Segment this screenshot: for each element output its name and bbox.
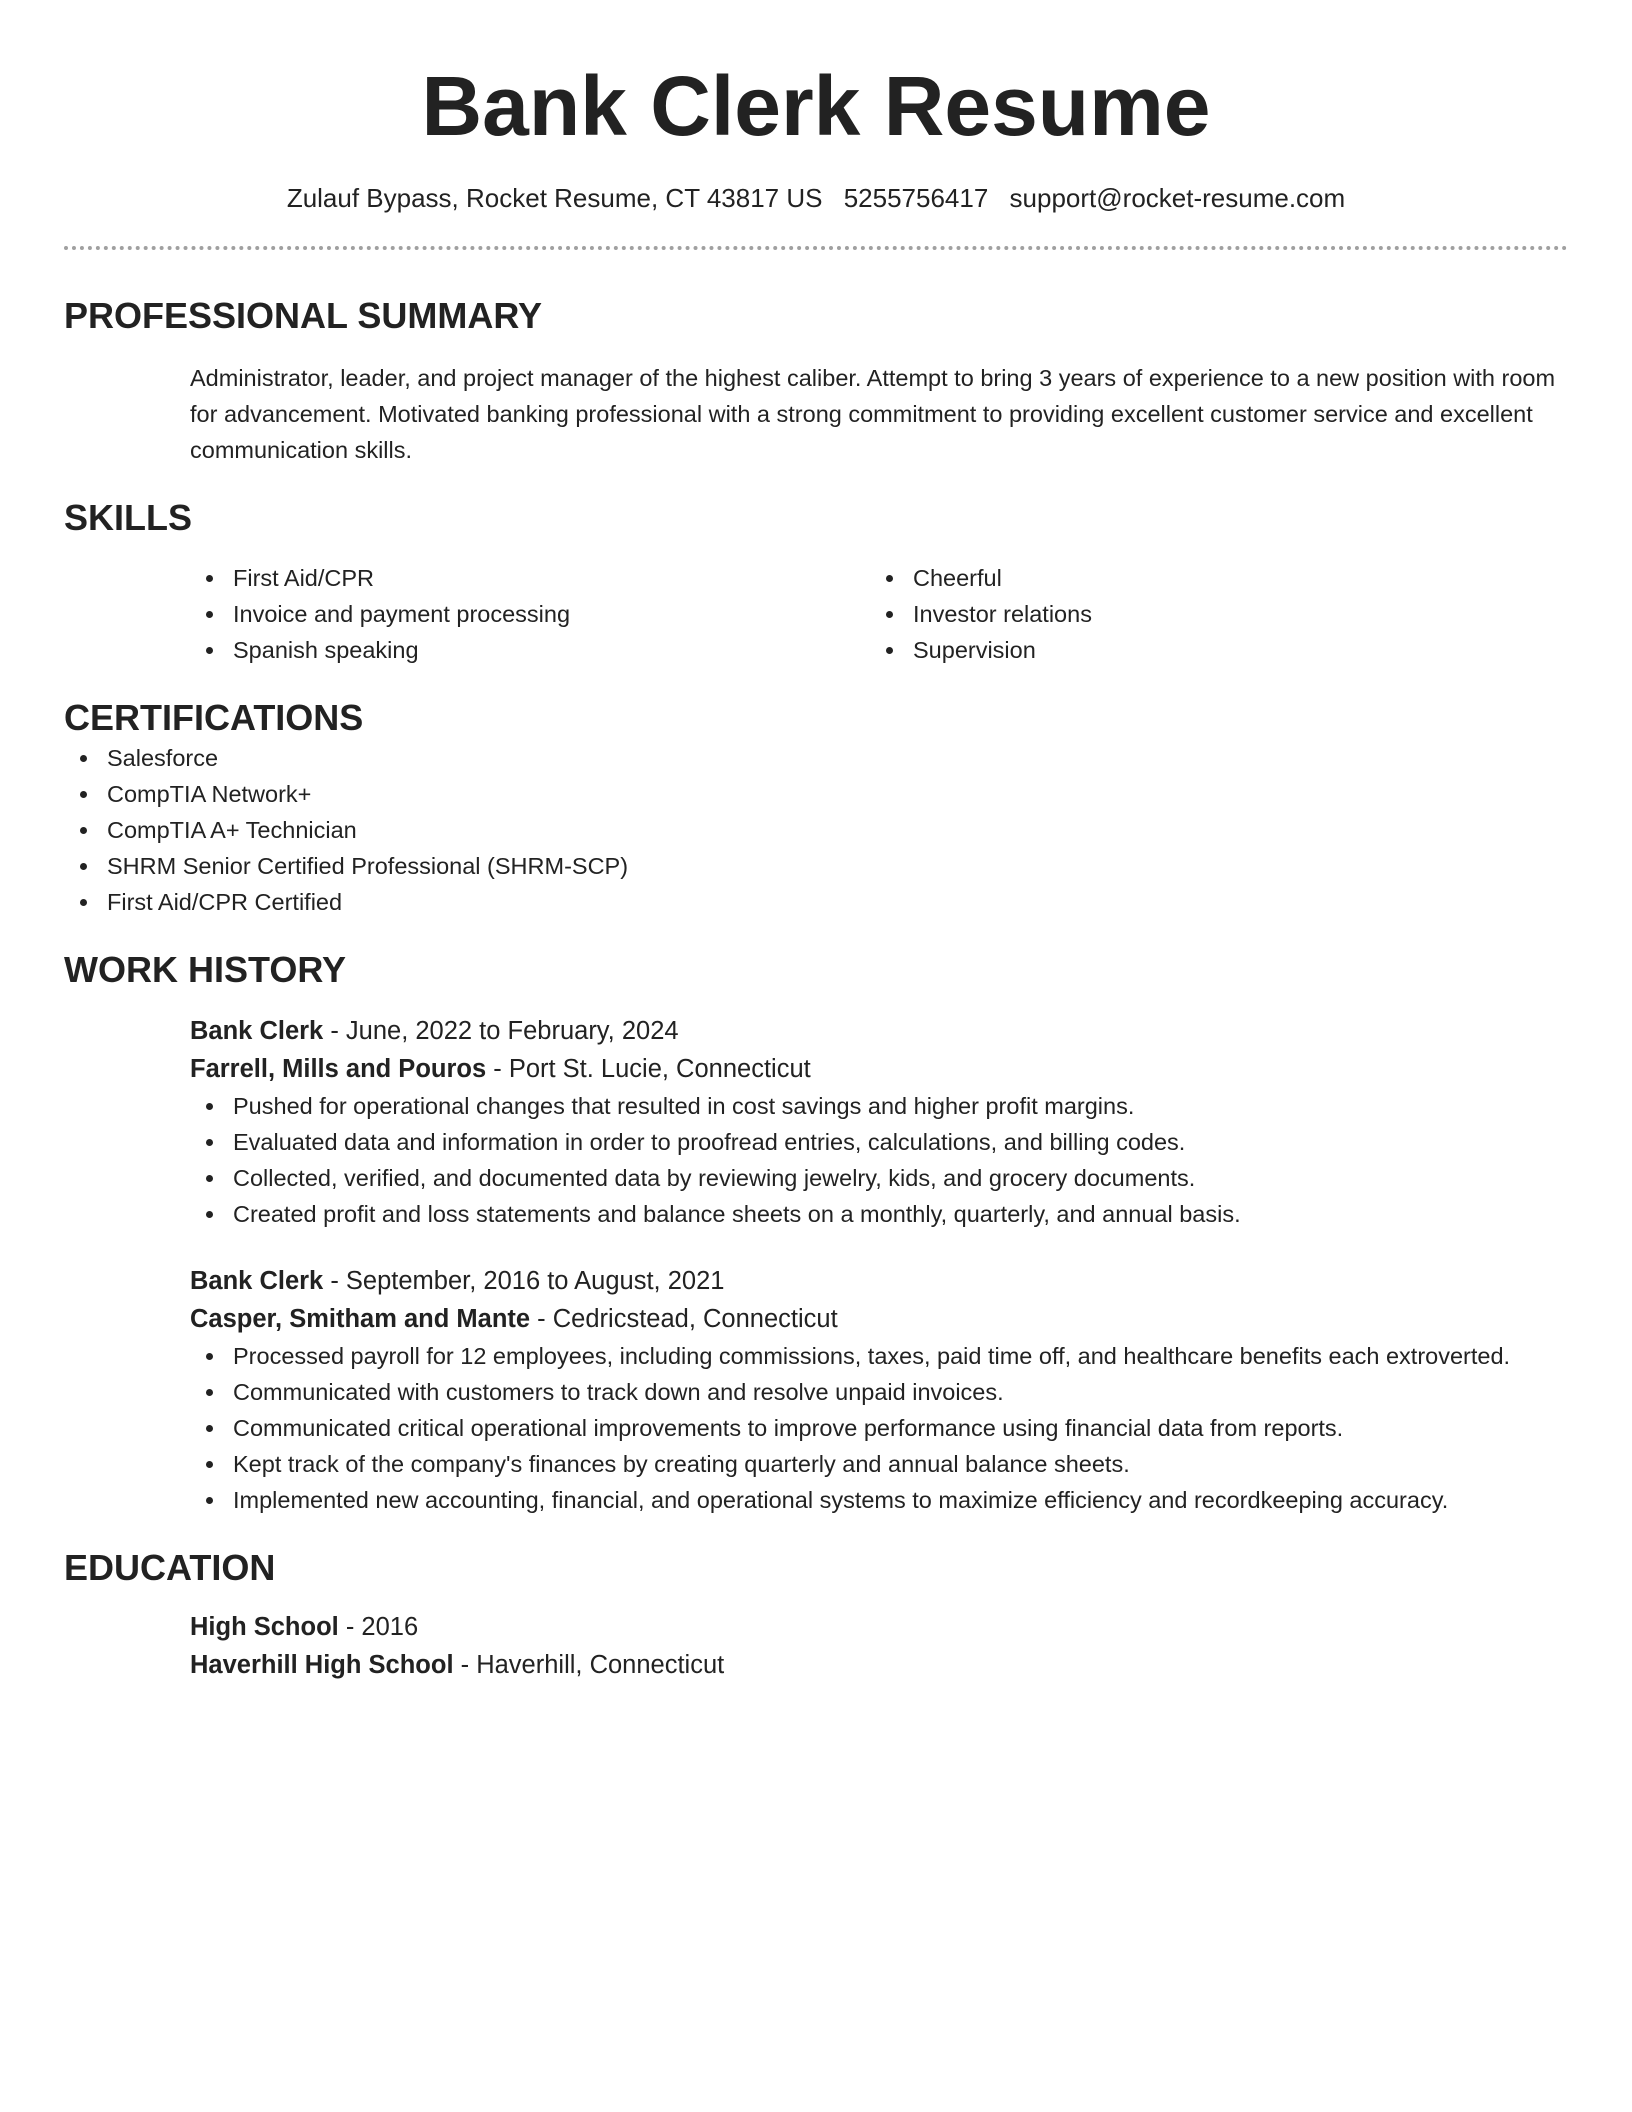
job-role: Bank Clerk — [190, 1017, 324, 1045]
education-year: - 2016 — [338, 1613, 419, 1641]
contact-line — [64, 182, 1568, 214]
job-bullet: Kept track of the company's finances by creating quarterly and annual balance sheets. — [190, 1446, 1570, 1482]
contact-phone: 5255756417 — [843, 183, 989, 213]
section-title-skills: SKILLS — [64, 497, 193, 538]
summary-text: Administrator, leader, and project manager of the highest caliber. Attempt to bring 3 years of experience to a new position with room for advancement. Motivated banking professional with a strong commitment to providing excellent customer service and excellent communication skills. — [190, 365, 1556, 463]
skill-item: Invoice and payment processing — [190, 596, 870, 632]
job-company-line — [190, 1300, 1568, 1338]
skill-item: Supervision — [870, 632, 1550, 668]
section-professional-summary — [64, 294, 1568, 468]
certification-item: Salesforce — [64, 740, 1568, 776]
skill-item: Cheerful — [870, 560, 1550, 596]
section-education — [64, 1546, 1568, 1684]
resume-title: Bank Clerk Resume — [421, 59, 1211, 153]
skills-columns — [190, 560, 1568, 668]
education-school-line — [190, 1646, 1568, 1684]
section-title-certifications: CERTIFICATIONS — [64, 697, 364, 738]
job-bullet: Pushed for operational changes that resulted in cost savings and higher profit margins. — [190, 1088, 1570, 1124]
job-role-line — [190, 1262, 1568, 1300]
section-work-history — [64, 948, 1568, 1518]
job-dates: - June, 2022 to February, 2024 — [323, 1017, 679, 1045]
resume-page — [64, 0, 1568, 1684]
certification-item: CompTIA A+ Technician — [64, 812, 1568, 848]
section-title-education: EDUCATION — [64, 1547, 276, 1588]
job-dates: - September, 2016 to August, 2021 — [323, 1267, 725, 1295]
job-bullet: Processed payroll for 12 employees, including commissions, taxes, paid time off, and healthcare benefits each extroverted. — [190, 1338, 1570, 1374]
skills-list-right — [870, 560, 1550, 668]
section-skills — [64, 496, 1568, 668]
certification-item: SHRM Senior Certified Professional (SHRM-SCP) — [64, 848, 1568, 884]
job-bullet: Collected, verified, and documented data by reviewing jewelry, kids, and grocery documents. — [190, 1160, 1570, 1196]
job-role-line — [190, 1012, 1568, 1050]
job-bullet: Created profit and loss statements and balance sheets on a monthly, quarterly, and annual basis. — [190, 1196, 1570, 1232]
job-bullet: Evaluated data and information in order to proofread entries, calculations, and billing codes. — [190, 1124, 1570, 1160]
job-entry — [190, 1012, 1568, 1232]
job-bullets — [190, 1338, 1570, 1518]
job-company: Casper, Smitham and Mante — [190, 1305, 531, 1333]
job-location: - Port St. Lucie, Connecticut — [486, 1055, 811, 1083]
skill-item: Investor relations — [870, 596, 1550, 632]
job-location: - Cedricstead, Connecticut — [530, 1305, 838, 1333]
section-title-summary: PROFESSIONAL SUMMARY — [64, 295, 543, 336]
job-bullet: Implemented new accounting, financial, and operational systems to maximize efficiency and recordkeeping accuracy. — [190, 1482, 1570, 1518]
contact-address: Zulauf Bypass, Rocket Resume, CT 43817 US — [286, 183, 823, 213]
certification-item: First Aid/CPR Certified — [64, 884, 1568, 920]
section-certifications — [64, 696, 1568, 920]
certification-item: CompTIA Network+ — [64, 776, 1568, 812]
education-degree-line — [190, 1608, 1568, 1646]
skill-item: First Aid/CPR — [190, 560, 870, 596]
job-company: Farrell, Mills and Pouros — [190, 1055, 487, 1083]
header-divider — [64, 246, 1568, 250]
education-degree: High School — [190, 1613, 339, 1641]
job-bullet: Communicated with customers to track down and resolve unpaid invoices. — [190, 1374, 1570, 1410]
job-entry — [190, 1262, 1568, 1518]
skills-list-left — [190, 560, 870, 668]
education-location: - Haverhill, Connecticut — [453, 1651, 725, 1679]
education-school: Haverhill High School — [190, 1651, 454, 1679]
job-bullets — [190, 1088, 1570, 1232]
section-title-work-history: WORK HISTORY — [64, 949, 347, 990]
job-bullet: Communicated critical operational improvements to improve performance using financial data from reports. — [190, 1410, 1570, 1446]
certifications-list — [64, 740, 1568, 920]
job-role: Bank Clerk — [190, 1267, 324, 1295]
contact-email: support@rocket-resume.com — [1009, 183, 1346, 213]
job-company-line — [190, 1050, 1568, 1088]
skill-item: Spanish speaking — [190, 632, 870, 668]
education-entry — [190, 1608, 1568, 1684]
